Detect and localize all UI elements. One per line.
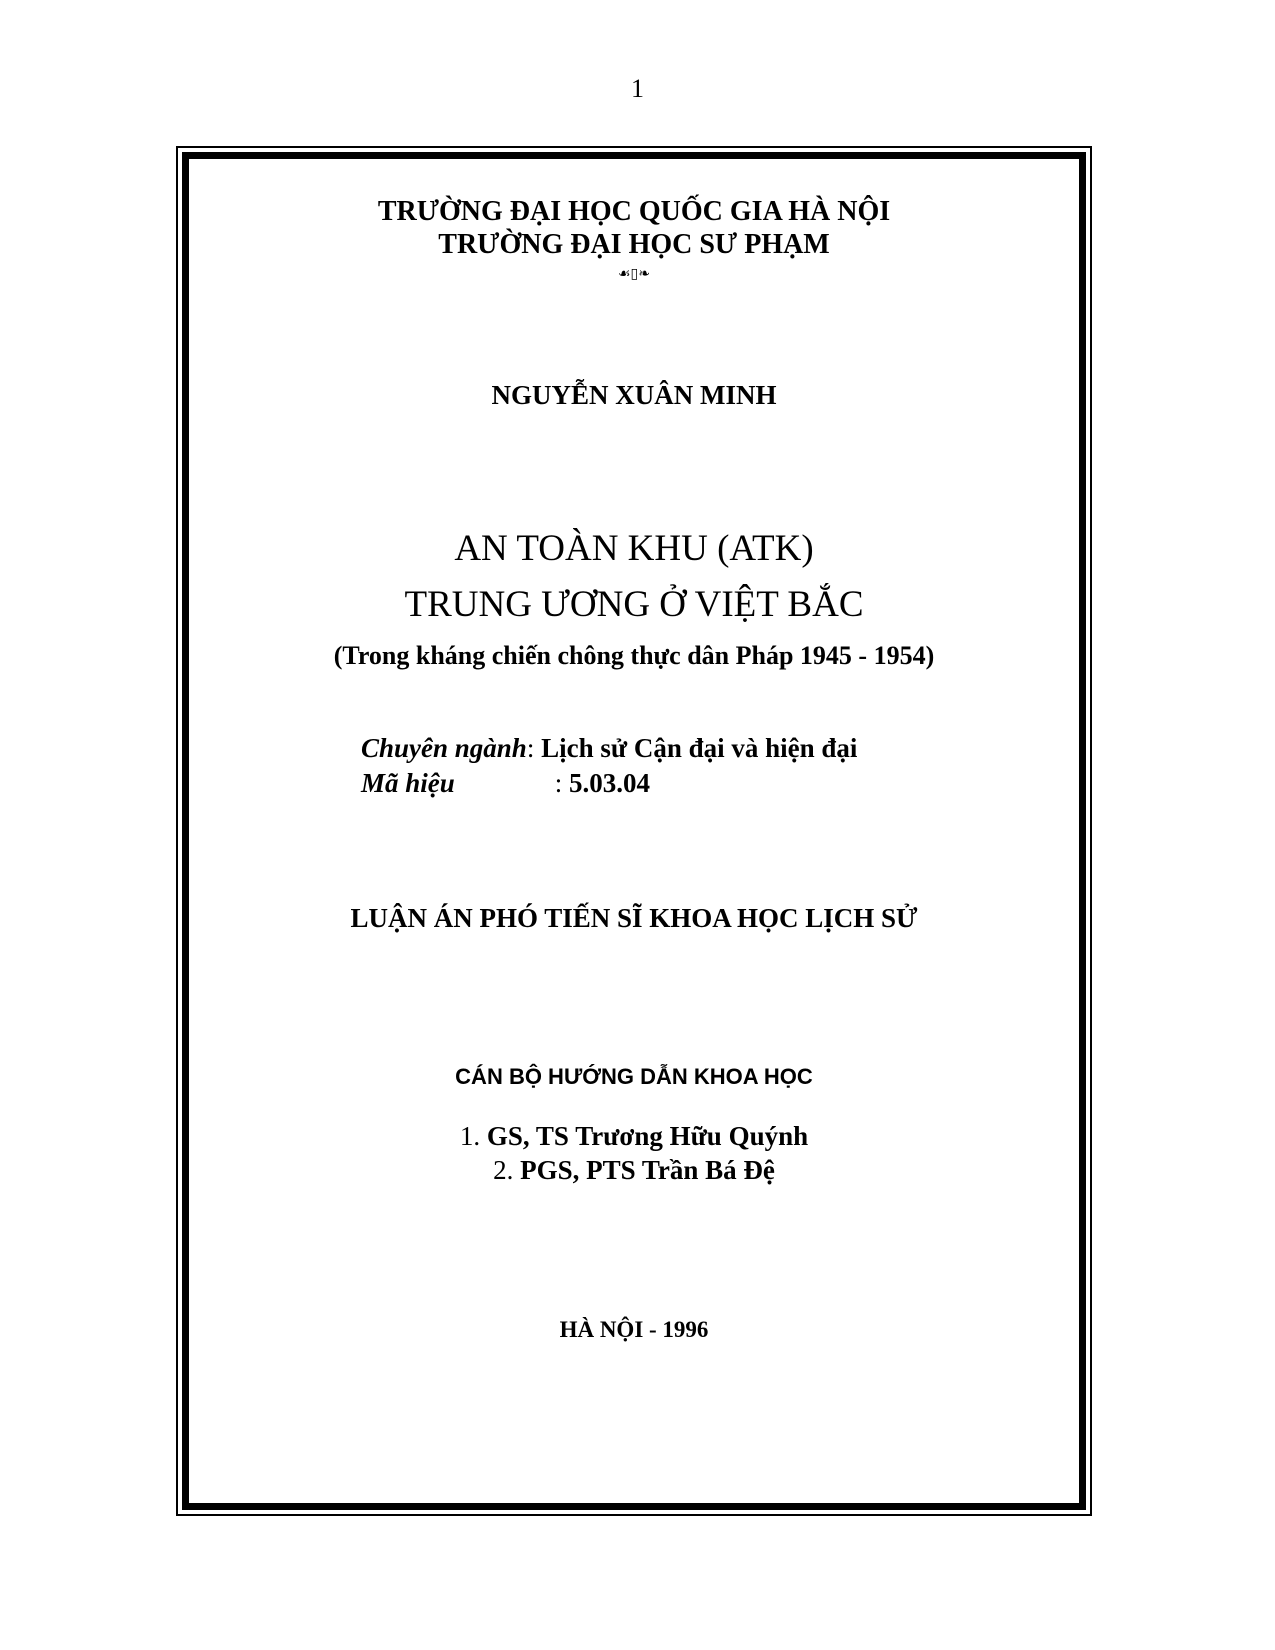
specialization-value: Lịch sử Cận đại và hiện đại	[534, 733, 858, 763]
advisor-item	[176, 1121, 1092, 1152]
code-separator: :	[554, 768, 570, 798]
advisors-heading: CÁN BỘ HƯỚNG DẪN KHOA HỌC	[455, 1064, 813, 1089]
advisor-item	[176, 1155, 1092, 1186]
code-row	[361, 768, 650, 799]
specialization-separator: :	[526, 733, 535, 763]
author-name: NGUYỄN XUÂN MINH	[491, 380, 777, 410]
inner-border-frame	[182, 152, 1086, 1510]
ornament-divider-icon: ☙▯❧	[618, 266, 650, 282]
advisor-number: 1.	[459, 1121, 487, 1151]
page-number: 1	[631, 74, 644, 103]
university-name: TRƯỜNG ĐẠI HỌC QUỐC GIA HÀ NỘI	[377, 196, 891, 227]
code-value: 5.03.04	[569, 768, 651, 798]
specialization-row	[361, 733, 857, 764]
thesis-title-line-2: TRUNG ƯƠNG Ở VIỆT BẮC	[404, 584, 864, 625]
advisor-name: GS, TS Trương Hữu Quýnh	[486, 1121, 809, 1151]
advisor-name: PGS, PTS Trần Bá Đệ	[520, 1155, 775, 1185]
thesis-subtitle: (Trong kháng chiến chông thực dân Pháp 1945 - 1954)	[333, 641, 935, 670]
thesis-title-line-1: AN TOÀN KHU (ATK)	[454, 528, 814, 569]
code-label: Mã hiệu	[361, 768, 455, 798]
thesis-type: LUẬN ÁN PHÓ TIẾN SĨ KHOA HỌC LỊCH SỬ	[350, 903, 918, 933]
specialization-label: Chuyên ngành	[361, 733, 527, 763]
faculty-name: TRƯỜNG ĐẠI HỌC SƯ PHẠM	[438, 229, 830, 260]
advisor-number: 2.	[493, 1155, 521, 1185]
place-and-year: HÀ NỘI - 1996	[559, 1317, 709, 1342]
